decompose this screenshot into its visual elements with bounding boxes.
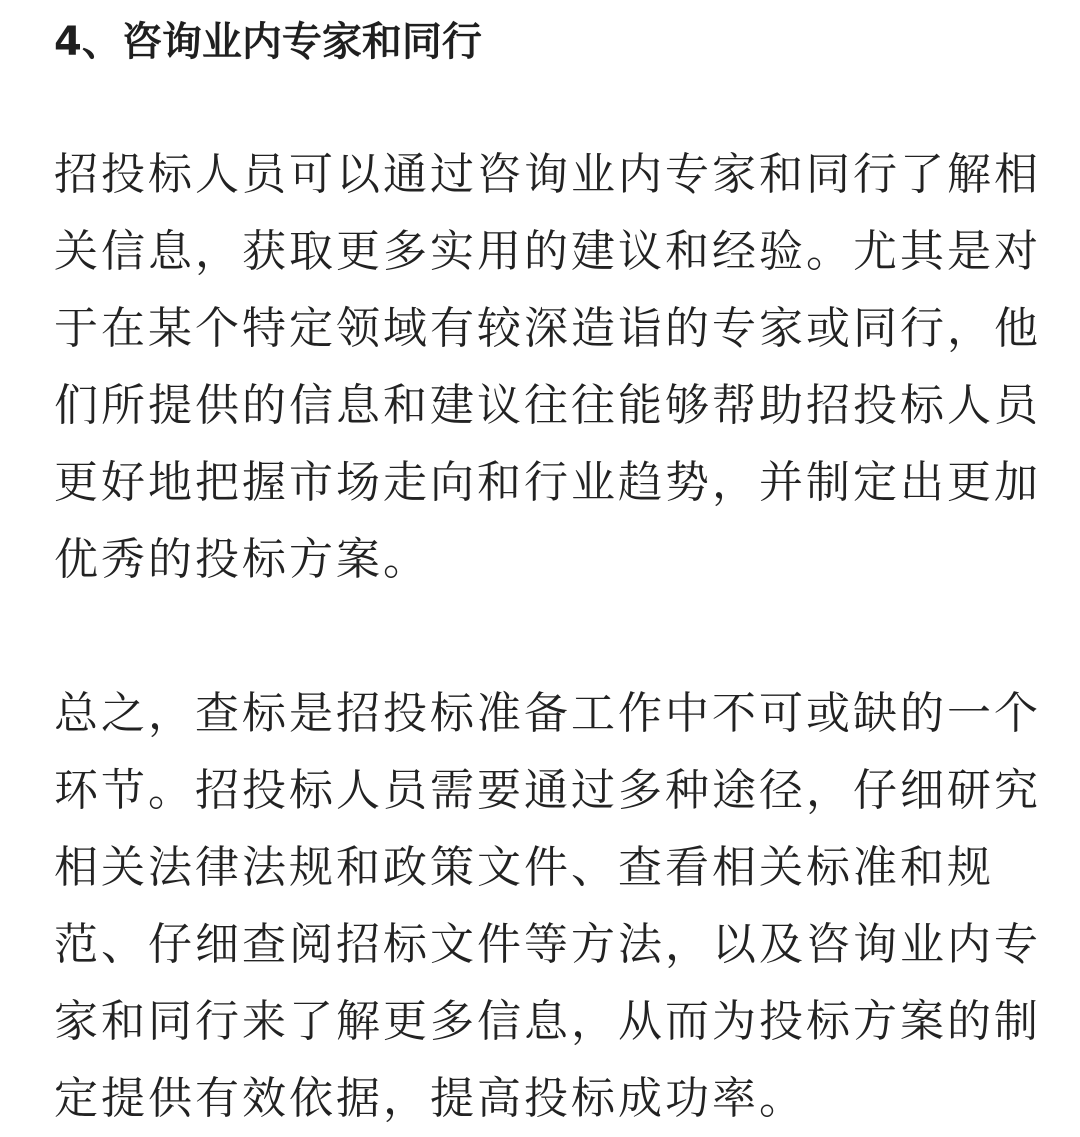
- paragraph-consult-experts: [54, 136, 1041, 598]
- paragraph-line: 环节。招投标人员需要通过多种途径，仔细研究: [54, 765, 1041, 816]
- paragraph-line: 家和同行来了解更多信息，从而为投标方案的制: [54, 996, 1041, 1047]
- paragraph-line: 优秀的投标方案。: [54, 534, 430, 585]
- paragraph-line: 总之，查标是招投标准备工作中不可或缺的一个: [54, 688, 1041, 739]
- paragraph-line: 范、仔细查阅招标文件等方法，以及咨询业内专: [54, 919, 1041, 970]
- paragraph-line: 招投标人员可以通过咨询业内专家和同行了解相: [54, 149, 1041, 200]
- paragraph-line: 关信息，获取更多实用的建议和经验。尤其是对: [54, 226, 1041, 277]
- paragraph-line: 们所提供的信息和建议往往能够帮助招投标人员: [54, 380, 1041, 431]
- paragraph-line: 定提供有效依据，提高投标成功率。: [54, 1073, 806, 1124]
- paragraph-line: 相关法律法规和政策文件、查看相关标准和规: [54, 842, 994, 893]
- paragraph-line: 更好地把握市场走向和行业趋势，并制定出更加: [54, 457, 1041, 508]
- section-heading: 4、咨询业内专家和同行: [54, 19, 482, 65]
- paragraph-line: 于在某个特定领域有较深造诣的专家或同行，他: [54, 303, 1041, 354]
- paragraph-summary: [54, 675, 1041, 1137]
